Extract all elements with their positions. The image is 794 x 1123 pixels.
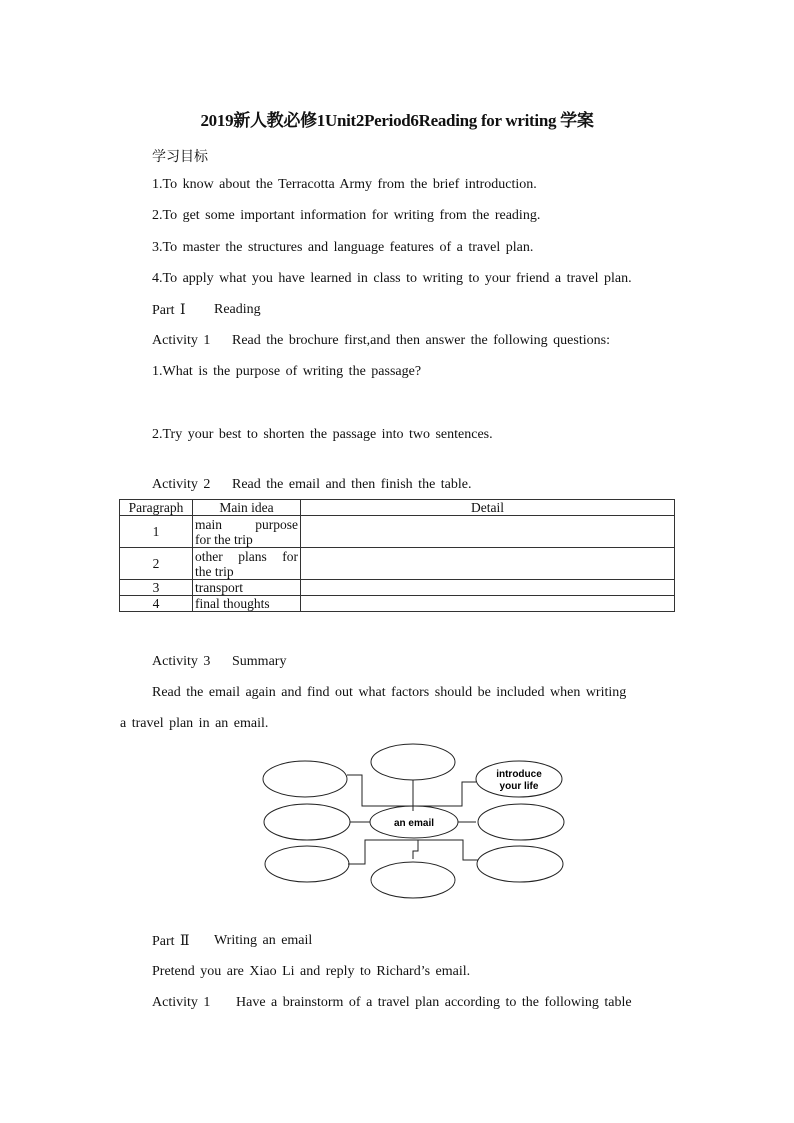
question-1: 1.What is the purpose of writing the passage? xyxy=(152,364,422,379)
blank-ellipse[interactable] xyxy=(371,862,455,898)
header-paragraph: Paragraph xyxy=(120,500,193,516)
row-main-idea: transport xyxy=(193,580,301,596)
detail-cell[interactable] xyxy=(301,548,675,580)
pretend-instruction: Pretend you are Xiao Li and reply to Richard’s email. xyxy=(152,964,471,979)
activity3-line1: Read the email again and find out what factors should be included when writing xyxy=(152,685,627,700)
activity2-label: Activity 2 xyxy=(152,477,211,492)
activity1-label: Activity 1 xyxy=(152,333,211,348)
page-title: 2019新人教必修1Unit2Period6Reading for writing 学案 xyxy=(200,111,594,130)
row-main-idea xyxy=(193,516,301,548)
center-label: an email xyxy=(393,818,435,829)
objectives-heading: 学习目标 xyxy=(152,149,208,165)
blank-ellipse[interactable] xyxy=(265,846,349,882)
table-row xyxy=(120,580,675,596)
objective-4: 4.To apply what you have learned in class to writing to your friend a travel plan. xyxy=(152,271,632,286)
main-idea-line: for the trip xyxy=(195,531,253,547)
table-row xyxy=(120,596,675,612)
detail-cell[interactable] xyxy=(301,596,675,612)
main-idea-line: the trip xyxy=(195,563,234,579)
part1-label: Part Ⅰ xyxy=(152,303,186,318)
objective-2: 2.To get some important information for writing from the reading. xyxy=(152,208,541,223)
blank-ellipse[interactable] xyxy=(263,761,347,797)
filled-label: introduce xyxy=(496,769,542,780)
blank-ellipse[interactable] xyxy=(477,846,563,882)
table-row xyxy=(120,516,675,548)
question-2: 2.Try your best to shorten the passage into two sentences. xyxy=(152,427,493,442)
row-number: 2 xyxy=(120,548,193,580)
activity2-instruction: Read the email and then finish the table. xyxy=(232,477,472,492)
filled-label: your life xyxy=(499,781,539,792)
objective-1: 1.To know about the Terracotta Army from the brief introduction. xyxy=(152,177,537,192)
row-main-idea: final thoughts xyxy=(193,596,301,612)
main-idea-line: main purpose xyxy=(195,516,298,532)
part2-name: Writing an email xyxy=(214,933,313,948)
header-main-idea: Main idea xyxy=(193,500,301,516)
row-main-idea xyxy=(193,548,301,580)
activity3-label: Activity 3 xyxy=(152,654,211,669)
detail-cell[interactable] xyxy=(301,516,675,548)
blank-ellipse[interactable] xyxy=(478,804,564,840)
paragraph-table xyxy=(119,499,675,612)
row-number: 4 xyxy=(120,596,193,612)
detail-cell[interactable] xyxy=(301,580,675,596)
part1-name: Reading xyxy=(214,302,261,317)
writing-activity1-instruction: Have a brainstorm of a travel plan according to the following table xyxy=(236,995,632,1010)
connector-line xyxy=(413,840,418,859)
activity3-name: Summary xyxy=(232,654,287,669)
objective-3: 3.To master the structures and language features of a travel plan. xyxy=(152,240,534,255)
header-detail: Detail xyxy=(301,500,675,516)
blank-ellipse[interactable] xyxy=(264,804,350,840)
email-mind-map xyxy=(262,743,566,901)
row-number: 1 xyxy=(120,516,193,548)
blank-ellipse[interactable] xyxy=(371,744,455,780)
writing-activity1-label: Activity 1 xyxy=(152,995,211,1010)
activity3-line2: a travel plan in an email. xyxy=(120,716,269,731)
row-number: 3 xyxy=(120,580,193,596)
main-idea-line: other plans for xyxy=(195,548,298,564)
table-row xyxy=(120,548,675,580)
activity1-instruction: Read the brochure first,and then answer the following questions: xyxy=(232,333,610,348)
table-header-row xyxy=(120,500,675,516)
connector-line xyxy=(413,782,476,806)
part2-label: Part Ⅱ xyxy=(152,934,190,949)
